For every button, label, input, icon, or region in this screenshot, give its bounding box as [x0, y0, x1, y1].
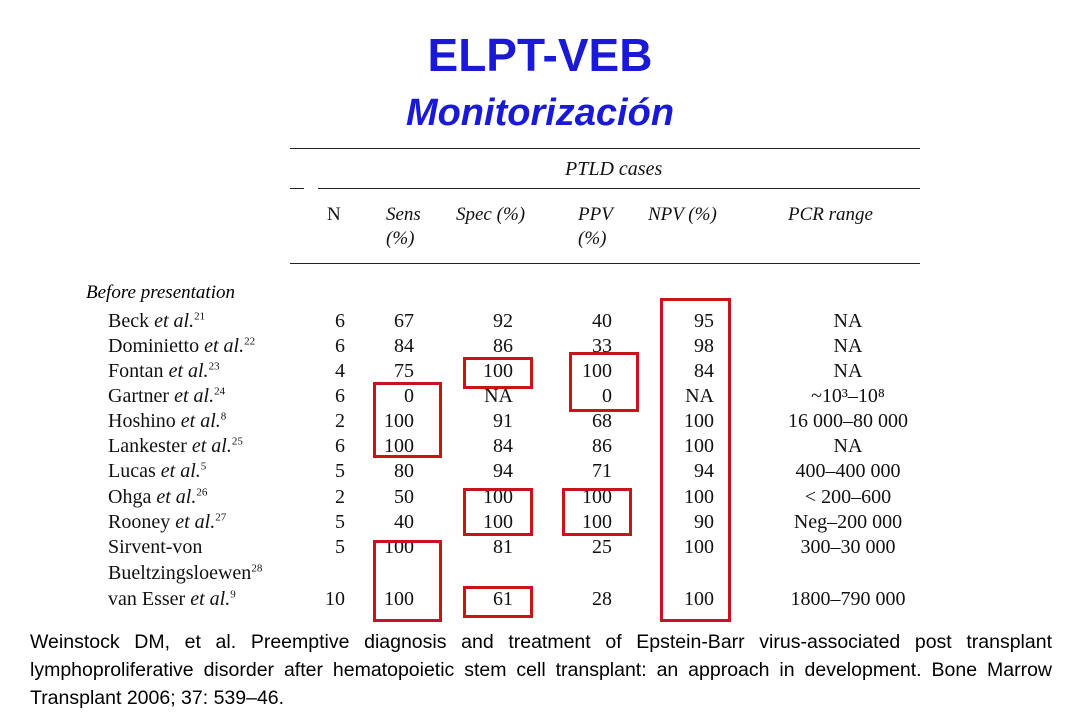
cell-pcr: 400–400 000: [795, 460, 901, 482]
cell-ppv: 100: [582, 486, 612, 508]
cell-spec: 91: [493, 410, 513, 432]
et-al: et al.: [190, 588, 231, 610]
reference-number: 28: [251, 562, 263, 575]
cell-sens: 75: [394, 360, 414, 382]
row-author: [108, 460, 206, 483]
col-header-sens-2: (%): [386, 228, 415, 249]
cell-n: 2: [335, 410, 345, 432]
author-name: Ohga: [108, 486, 152, 508]
reference-number: 22: [244, 335, 256, 348]
reference-number: 26: [196, 486, 208, 499]
slide-subtitle: Monitorización: [405, 92, 675, 134]
col-header-sens-1: Sens: [386, 204, 421, 225]
cell-ppv: 71: [592, 460, 612, 482]
slide-title: ELPT-VEB: [427, 29, 653, 81]
cell-spec: 81: [493, 536, 513, 558]
cell-spec: 94: [493, 460, 513, 482]
reference-number: 23: [208, 360, 220, 373]
cell-npv: 100: [684, 486, 714, 508]
row-author: [108, 588, 236, 611]
reference-number: 27: [215, 511, 227, 524]
cell-n: 5: [335, 460, 345, 482]
row-author: [108, 410, 226, 433]
row-author: [108, 310, 205, 333]
cell-ppv: 28: [592, 588, 612, 610]
cell-spec: 84: [493, 435, 513, 457]
row-author: [108, 385, 225, 408]
cell-sens: 100: [384, 536, 414, 558]
cell-n: 5: [335, 536, 345, 558]
cell-npv: 90: [694, 511, 714, 533]
author-name: Hoshino: [108, 410, 176, 432]
cell-n: 6: [335, 385, 345, 407]
cell-n: 5: [335, 511, 345, 533]
et-al: et al.: [154, 310, 195, 332]
cell-ppv: 0: [602, 385, 612, 407]
cell-n: 6: [335, 310, 345, 332]
author-name: Bueltzingsloewen: [108, 562, 252, 584]
table-header-rule: [290, 263, 920, 264]
cell-sens: 100: [384, 410, 414, 432]
row-author: [108, 435, 243, 458]
table-top-rule: [290, 148, 920, 149]
author-name: Gartner: [108, 385, 170, 407]
cell-n: 2: [335, 486, 345, 508]
highlight-sens-sirvent-vanesser: [373, 540, 442, 622]
author-name: Lankester: [108, 435, 187, 457]
cell-pcr: NA: [833, 310, 863, 332]
section-label: Before presentation: [86, 282, 235, 303]
col-header-spec: Spec (%): [456, 204, 526, 225]
cell-pcr: < 200–600: [804, 486, 892, 508]
et-al: et al.: [180, 410, 221, 432]
cell-sens: 100: [384, 588, 414, 610]
group-header: PTLD cases: [565, 158, 663, 180]
cell-ppv: 40: [592, 310, 612, 332]
et-al: et al.: [174, 385, 215, 407]
cell-pcr: 300–30 000: [800, 536, 896, 558]
cell-spec: 86: [493, 335, 513, 357]
cell-ppv: 33: [592, 335, 612, 357]
cell-ppv: 86: [592, 435, 612, 457]
row-author: [108, 536, 202, 559]
row-author: [108, 360, 220, 383]
highlight-ppv-fontan-gartner: [569, 352, 639, 412]
cell-sens: 67: [394, 310, 414, 332]
cell-pcr: Neg–200 000: [793, 511, 903, 533]
cell-npv: 94: [694, 460, 714, 482]
cell-ppv: 100: [582, 511, 612, 533]
cell-spec: NA: [484, 385, 513, 407]
reference-number: 24: [214, 385, 226, 398]
et-al: et al.: [191, 435, 232, 457]
highlight-spec-vanesser: [463, 586, 533, 618]
cell-sens: 0: [404, 385, 414, 407]
cell-n: 6: [335, 335, 345, 357]
cell-ppv: 68: [592, 410, 612, 432]
highlight-npv-column: [660, 298, 731, 622]
author-name: Dominietto: [108, 335, 200, 357]
col-header-ppv-1: PPV: [578, 204, 613, 225]
row-author: [108, 562, 262, 585]
cell-ppv: 100: [582, 360, 612, 382]
reference-number: 25: [231, 435, 243, 448]
author-name: van Esser: [108, 588, 186, 610]
highlight-sens-gartner-lankester: [373, 382, 442, 458]
col-header-pcr: PCR range: [788, 204, 873, 225]
cell-pcr: 16 000–80 000: [788, 410, 908, 432]
reference-number: 21: [194, 310, 206, 323]
et-al: et al.: [168, 360, 209, 382]
author-name: Rooney: [108, 511, 171, 533]
et-al: et al.: [204, 335, 245, 357]
highlight-ppv-ohga-rooney: [562, 488, 632, 536]
reference-number: 9: [230, 588, 236, 601]
author-name: Lucas: [108, 460, 156, 482]
row-author: [108, 486, 207, 509]
author-name: Sirvent-von: [108, 536, 203, 558]
cell-sens: 84: [394, 335, 414, 357]
citation: Weinstock DM, et al. Preemptive diagnosis and treatment of Epstein-Barr virus-associated post transplant lymphoproliferative disorder after hematopoietic stem cell transplant: an approach in development. Bone Marrow Transplant 2006; 37: 539–46.: [30, 631, 1052, 709]
table-dash-rule: [290, 188, 304, 189]
cell-pcr: NA: [833, 435, 863, 457]
cell-npv: 100: [684, 536, 714, 558]
et-al: et al.: [160, 460, 201, 482]
cell-npv: 95: [694, 310, 714, 332]
col-header-ppv-2: (%): [578, 228, 607, 249]
col-header-n: N: [327, 204, 341, 225]
cell-pcr: NA: [833, 360, 863, 382]
cell-npv: 100: [684, 435, 714, 457]
cell-npv: NA: [685, 385, 714, 407]
cell-n: 4: [335, 360, 345, 382]
row-author: [108, 511, 226, 534]
highlight-spec-fontan: [463, 357, 533, 389]
cell-npv: 100: [684, 410, 714, 432]
cell-pcr: NA: [833, 335, 863, 357]
cell-spec: 92: [493, 310, 513, 332]
et-al: et al.: [175, 511, 216, 533]
cell-spec: 100: [483, 511, 513, 533]
cell-ppv: 25: [592, 536, 612, 558]
cell-pcr: ~10³–10⁸: [811, 385, 885, 407]
cell-spec: 100: [483, 486, 513, 508]
cell-npv: 98: [694, 335, 714, 357]
reference-number: 8: [220, 410, 227, 423]
cell-spec: 100: [483, 360, 513, 382]
cell-npv: 84: [694, 360, 714, 382]
cell-sens: 50: [394, 486, 414, 508]
cell-sens: 100: [384, 435, 414, 457]
cell-sens: 80: [394, 460, 414, 482]
cell-spec: 61: [493, 588, 513, 610]
group-header-rule: [318, 188, 920, 189]
cell-n: 10: [325, 588, 345, 610]
et-al: et al.: [156, 486, 197, 508]
reference-number: 5: [200, 460, 207, 473]
author-name: Beck: [108, 310, 150, 332]
cell-pcr: 1800–790 000: [790, 588, 906, 610]
cell-npv: 100: [684, 588, 714, 610]
highlight-spec-ohga-rooney: [463, 488, 533, 536]
author-name: Fontan: [108, 360, 164, 382]
col-header-npv: NPV (%): [648, 204, 717, 225]
cell-n: 6: [335, 435, 345, 457]
cell-sens: 40: [394, 511, 414, 533]
row-author: [108, 335, 255, 358]
